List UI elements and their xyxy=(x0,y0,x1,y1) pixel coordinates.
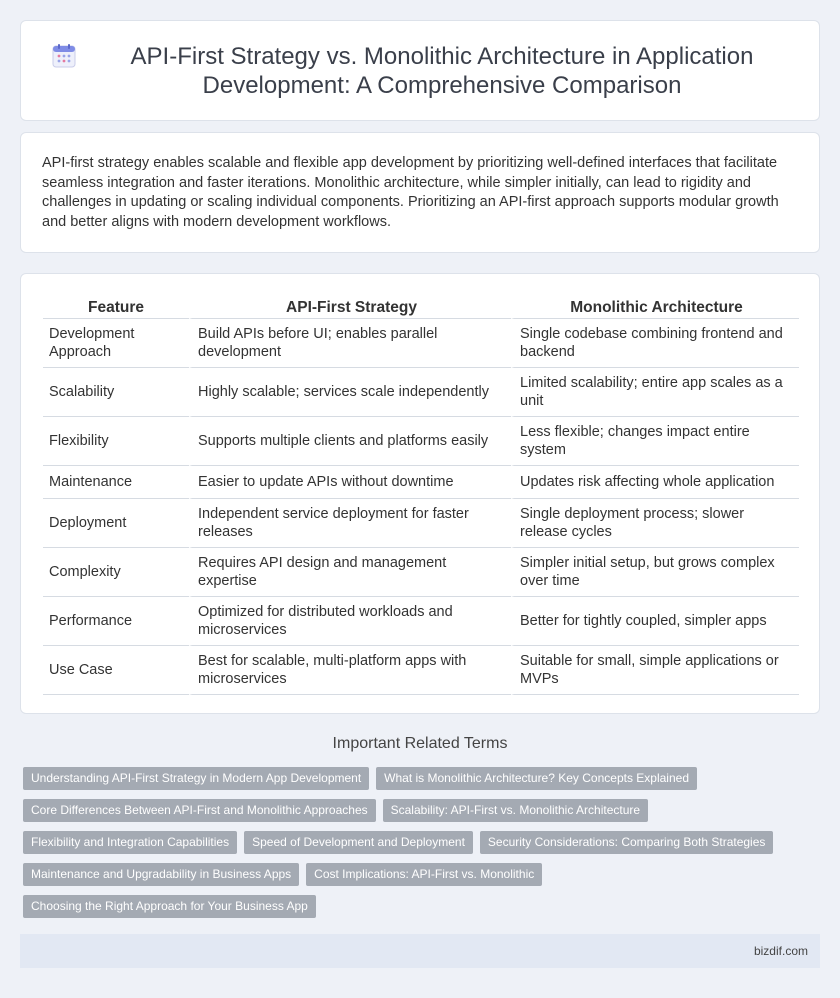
table-row xyxy=(43,466,799,499)
related-term-tag[interactable]: Scalability: API-First vs. Monolithic Architecture xyxy=(383,799,648,822)
related-term-tag[interactable]: Core Differences Between API-First and Monolithic Approaches xyxy=(23,799,376,822)
related-terms-list xyxy=(23,767,813,918)
monolithic-cell: Less flexible; changes impact entire system xyxy=(511,417,799,466)
monolithic-cell: Limited scalability; entire app scales as a unit xyxy=(511,368,799,417)
related-term-tag[interactable]: What is Monolithic Architecture? Key Concepts Explained xyxy=(376,767,697,790)
api-first-cell: Highly scalable; services scale independently xyxy=(189,368,511,417)
related-term-tag[interactable]: Understanding API-First Strategy in Modern App Development xyxy=(23,767,369,790)
monolithic-cell: Better for tightly coupled, simpler apps xyxy=(511,597,799,646)
related-term-tag[interactable]: Security Considerations: Comparing Both Strategies xyxy=(480,831,773,854)
header-monolithic: Monolithic Architecture xyxy=(511,295,799,319)
monolithic-cell: Single codebase combining frontend and backend xyxy=(511,319,799,368)
feature-cell: Use Case xyxy=(43,646,189,695)
related-term-tag[interactable]: Maintenance and Upgradability in Business Apps xyxy=(23,863,299,886)
api-first-cell: Best for scalable, multi-platform apps with microservices xyxy=(189,646,511,695)
title-card xyxy=(20,20,820,121)
comparison-table xyxy=(43,295,799,695)
table-row xyxy=(43,499,799,548)
footer xyxy=(20,934,820,968)
table-row xyxy=(43,548,799,597)
api-first-cell: Supports multiple clients and platforms easily xyxy=(189,417,511,466)
table-row xyxy=(43,646,799,695)
footer-site-link[interactable]: bizdif.com xyxy=(753,944,808,958)
api-first-cell: Build APIs before UI; enables parallel development xyxy=(189,319,511,368)
feature-cell: Flexibility xyxy=(43,417,189,466)
monolithic-cell: Suitable for small, simple applications or MVPs xyxy=(511,646,799,695)
related-term-tag[interactable]: Speed of Development and Deployment xyxy=(244,831,473,854)
monolithic-cell: Single deployment process; slower release cycles xyxy=(511,499,799,548)
api-first-cell: Independent service deployment for faster releases xyxy=(189,499,511,548)
header-api-first: API-First Strategy xyxy=(189,295,511,319)
table-row xyxy=(43,417,799,466)
feature-cell: Development Approach xyxy=(43,319,189,368)
api-first-cell: Optimized for distributed workloads and microservices xyxy=(189,597,511,646)
table-row xyxy=(43,319,799,368)
related-term-tag[interactable]: Cost Implications: API-First vs. Monolithic xyxy=(306,863,542,886)
monolithic-cell: Updates risk affecting whole application xyxy=(511,466,799,499)
intro-paragraph: API-first strategy enables scalable and flexible app development by prioritizing well-defined interfaces that facilitate seamless integration and faster iterations. Monolithic architecture, while simpler initially, can lead to rigidity and challenges in updating or scaling individual components. Prioritizing an API-first approach supports modular growth and better aligns with modern development workflows. xyxy=(42,155,779,230)
table-row xyxy=(43,597,799,646)
feature-cell: Deployment xyxy=(43,499,189,548)
intro-card xyxy=(20,132,820,253)
related-terms-title: Important Related Terms xyxy=(332,735,508,752)
header-feature: Feature xyxy=(43,295,189,319)
page-title: API-First Strategy vs. Monolithic Architecture in Application Development: A Comprehensive Comparison xyxy=(130,42,754,99)
feature-cell: Scalability xyxy=(43,368,189,417)
related-term-tag[interactable]: Choosing the Right Approach for Your Business App xyxy=(23,895,316,918)
api-first-cell: Easier to update APIs without downtime xyxy=(189,466,511,499)
calendar-icon xyxy=(51,43,77,69)
related-term-tag[interactable]: Flexibility and Integration Capabilities xyxy=(23,831,237,854)
feature-cell: Complexity xyxy=(43,548,189,597)
monolithic-cell: Simpler initial setup, but grows complex over time xyxy=(511,548,799,597)
table-header-row xyxy=(43,295,799,319)
feature-cell: Maintenance xyxy=(43,466,189,499)
api-first-cell: Requires API design and management expertise xyxy=(189,548,511,597)
comparison-card xyxy=(20,273,820,714)
table-row xyxy=(43,368,799,417)
feature-cell: Performance xyxy=(43,597,189,646)
